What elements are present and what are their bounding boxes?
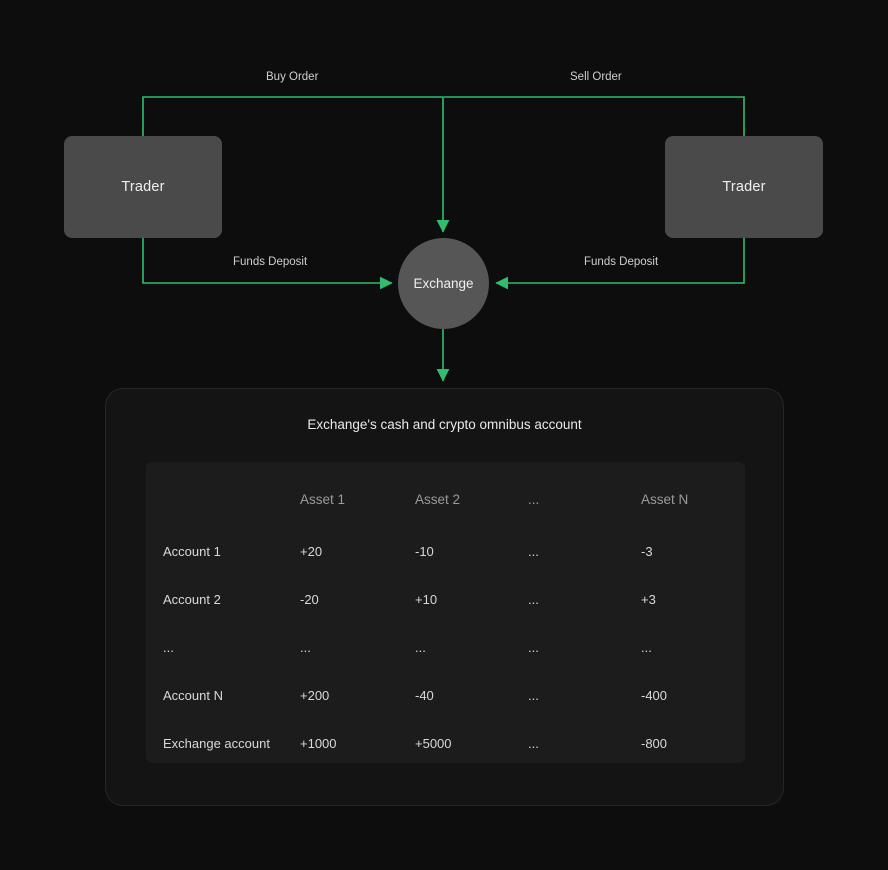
table-row — [146, 671, 745, 719]
node-exchange-label: Exchange — [413, 276, 474, 291]
cell-asset-n: -3 — [641, 543, 653, 559]
cell-account-name: Account 2 — [163, 591, 221, 607]
cell-asset-1: -20 — [300, 591, 319, 607]
table-row — [146, 527, 745, 575]
cell-asset-2: -40 — [415, 687, 434, 703]
column-header-asset-1: Asset 1 — [300, 492, 346, 507]
cell-ellipsis: ... — [528, 543, 539, 559]
cell-asset-1: +1000 — [300, 735, 337, 751]
node-trader-right[interactable] — [665, 136, 823, 238]
edge-label-sell-order: Sell Order — [570, 71, 622, 83]
table-row — [146, 575, 745, 623]
cell-account-name: Exchange account — [163, 735, 270, 751]
edge-label-funds-deposit-right: Funds Deposit — [584, 256, 659, 268]
omnibus-account-panel — [105, 388, 784, 806]
cell-asset-n: -400 — [641, 687, 668, 703]
table-row — [146, 719, 745, 767]
table-header-row — [146, 462, 745, 527]
cell-account-name: Account 1 — [163, 543, 221, 559]
edge-label-funds-deposit-left: Funds Deposit — [233, 256, 308, 268]
cell-ellipsis: ... — [528, 735, 539, 751]
cell-ellipsis: ... — [528, 591, 539, 607]
cell-asset-n: +3 — [641, 591, 656, 607]
cell-asset-2: ... — [415, 639, 426, 655]
cell-asset-1: +200 — [300, 687, 330, 703]
cell-asset-1: +20 — [300, 543, 323, 559]
cell-asset-2: +10 — [415, 591, 438, 607]
node-exchange[interactable] — [398, 238, 489, 329]
table-row — [146, 623, 745, 671]
node-trader-left-label: Trader — [121, 179, 165, 195]
column-header-asset-n: Asset N — [641, 492, 689, 507]
cell-account-name: Account N — [163, 687, 223, 703]
node-trader-right-label: Trader — [722, 179, 766, 195]
cell-asset-n: -800 — [641, 735, 668, 751]
column-header-ellipsis: ... — [528, 492, 540, 507]
cell-asset-2: -10 — [415, 543, 434, 559]
cell-asset-2: +5000 — [415, 735, 452, 751]
cell-asset-n: ... — [641, 639, 652, 655]
panel-title: Exchange's cash and crypto omnibus account — [307, 417, 582, 432]
cell-ellipsis: ... — [528, 639, 539, 655]
column-header-asset-2: Asset 2 — [415, 492, 461, 507]
cell-ellipsis: ... — [528, 687, 539, 703]
omnibus-account-table — [146, 462, 745, 763]
column-header-account — [146, 462, 300, 527]
node-trader-left[interactable] — [64, 136, 222, 238]
cell-account-name: ... — [163, 639, 174, 655]
cell-asset-1: ... — [300, 639, 311, 655]
edge-label-buy-order: Buy Order — [266, 71, 319, 83]
